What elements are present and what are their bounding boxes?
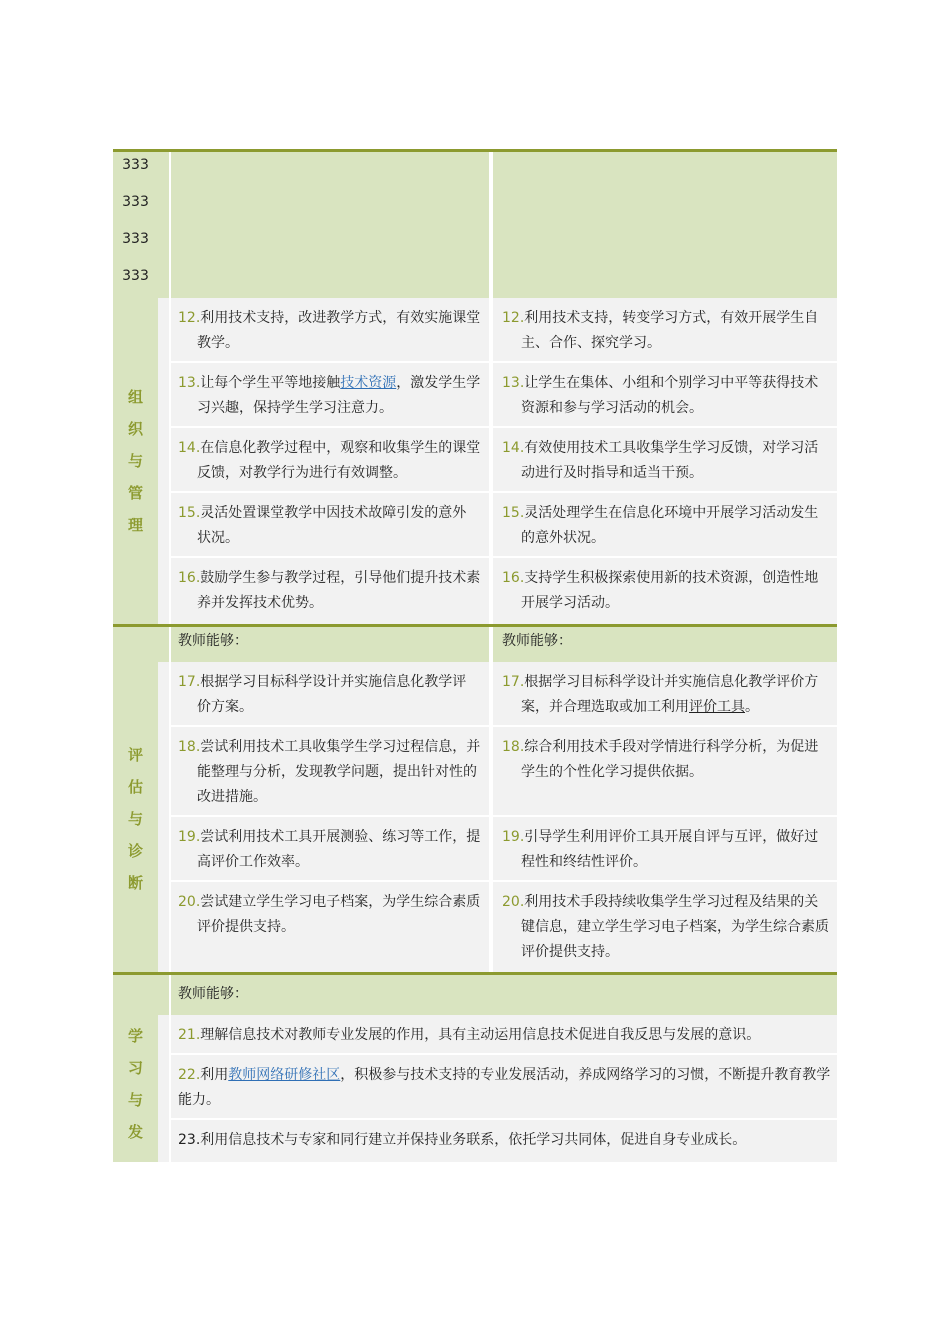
gutter bbox=[158, 627, 169, 662]
header-label-cell bbox=[113, 975, 158, 1015]
row-gap bbox=[171, 815, 837, 817]
section-label-learning: 学 习 与 发 bbox=[127, 1027, 143, 1141]
section-label-evaluation: 评 估 与 诊 断 bbox=[127, 746, 143, 892]
gutter bbox=[158, 298, 169, 624]
gutter bbox=[158, 975, 169, 1015]
list-item: 17.根据学习目标科学设计并实施信息化教学评 价方案。 bbox=[178, 674, 467, 715]
top-rows bbox=[113, 152, 837, 298]
list-item: 22.利用教师网络研修社区，积极参与技术支持的专业发展活动，养成网络学习的习惯，不断提升教育教学 能力。 bbox=[178, 1067, 831, 1108]
list-item: 13.让学生在集体、小组和个别学习中平等获得技术 资源和参与学习活动的机会。 bbox=[502, 375, 819, 416]
list-item: 14.有效使用技术工具收集学生学习反馈，对学习活 动进行及时指导和适当干预。 bbox=[502, 440, 819, 481]
section-label-organization: 组 织 与 管 理 bbox=[127, 388, 143, 534]
eval-header-right bbox=[493, 627, 837, 662]
section-evaluation bbox=[113, 662, 837, 972]
list-item: 19.引导学生利用评价工具开展自评与互评，做好过 程性和终结性评价。 bbox=[502, 829, 819, 870]
section-header: 教师能够： bbox=[502, 633, 572, 649]
teacher-network-community-link[interactable]: 教师网络研修社区 bbox=[228, 1067, 341, 1083]
list-item: 17.根据学习目标科学设计并实施信息化教学评价方 案，并合理选取或加工利用评价工具。 bbox=[502, 674, 819, 715]
list-item: 13.让每个学生平等地接触技术资源，激发学生学 习兴趣，保持学生学习注意力。 bbox=[178, 375, 481, 416]
gutter bbox=[158, 152, 169, 298]
top-label-cell bbox=[113, 152, 158, 298]
section-header: 教师能够： bbox=[178, 986, 248, 1002]
row-gap bbox=[171, 880, 837, 882]
list-item: 20.尝试建立学生学习电子档案，为学生综合素质 评价提供支持。 bbox=[178, 894, 481, 935]
list-item: 23.利用信息技术与专家和同行建立并保持业务联系，依托学习共同体，促进自身专业成长。 bbox=[178, 1132, 747, 1148]
row-gap bbox=[171, 1118, 837, 1120]
row-label: 333 bbox=[122, 194, 149, 210]
list-item: 15.灵活处置课堂教学中因技术故障引发的意外 状况。 bbox=[178, 505, 467, 546]
row-gap bbox=[171, 725, 837, 727]
list-item: 16.支持学生积极探索使用新的技术资源，创造性地 开展学习活动。 bbox=[502, 570, 819, 611]
section-label-cell bbox=[113, 662, 158, 972]
section-learning bbox=[113, 1015, 837, 1162]
list-item: 15.灵活处理学生在信息化环境中开展学习活动发生 的意外状况。 bbox=[502, 505, 819, 546]
section-header: 教师能够： bbox=[178, 633, 248, 649]
list-item: 16.鼓励学生参与教学过程，引导他们提升技术素 养并发挥技术优势。 bbox=[178, 570, 481, 611]
tech-resources-link[interactable]: 技术资源 bbox=[340, 375, 397, 391]
header-label-cell bbox=[113, 627, 158, 662]
list-item: 14.在信息化教学过程中，观察和收集学生的课堂 反馈，对教学行为进行有效调整。 bbox=[178, 440, 481, 481]
row-gap bbox=[171, 361, 837, 363]
row-gap bbox=[171, 491, 837, 493]
row-gap bbox=[171, 556, 837, 558]
row-gap bbox=[171, 426, 837, 428]
row-gap bbox=[171, 1053, 837, 1055]
top-left-cell bbox=[171, 152, 489, 298]
learn-header-cell bbox=[171, 975, 837, 1015]
section-label-cell bbox=[113, 1015, 158, 1162]
gutter bbox=[158, 662, 169, 972]
eval-header-left bbox=[171, 627, 489, 662]
list-item: 12.利用技术支持，转变学习方式，有效开展学生自 主、合作、探究学习。 bbox=[502, 310, 819, 351]
row-label: 333 bbox=[122, 157, 149, 173]
section-organization bbox=[113, 298, 837, 624]
eval-header-row bbox=[113, 627, 837, 662]
list-item: 18.尝试利用技术工具收集学生学习过程信息，并 能整理与分析，发现教学问题，提出针对性的 改进措施。 bbox=[178, 739, 481, 805]
top-right-cell bbox=[493, 152, 837, 298]
row-label: 333 bbox=[122, 268, 149, 284]
list-item: 20.利用技术手段持续收集学生学习过程及结果的关 键信息，建立学生学习电子档案，为学生综合素质 评价提供支持。 bbox=[502, 894, 829, 960]
list-item: 18.综合利用技术手段对学情进行科学分析，为促进 学生的个性化学习提供依据。 bbox=[502, 739, 819, 780]
row-label: 333 bbox=[122, 231, 149, 247]
list-item: 21.理解信息技术对教师专业发展的作用，具有主动运用信息技术促进自我反思与发展的意识。 bbox=[178, 1027, 761, 1043]
gutter bbox=[158, 1015, 169, 1162]
list-item: 19.尝试利用技术工具开展测验、练习等工作，提 高评价工作效率。 bbox=[178, 829, 481, 870]
evaluation-tools-link[interactable]: 评价工具 bbox=[689, 699, 745, 715]
section-label-cell bbox=[113, 298, 158, 624]
learn-header-row bbox=[113, 975, 837, 1015]
list-item: 12.利用技术支持，改进教学方式，有效实施课堂 教学。 bbox=[178, 310, 481, 351]
